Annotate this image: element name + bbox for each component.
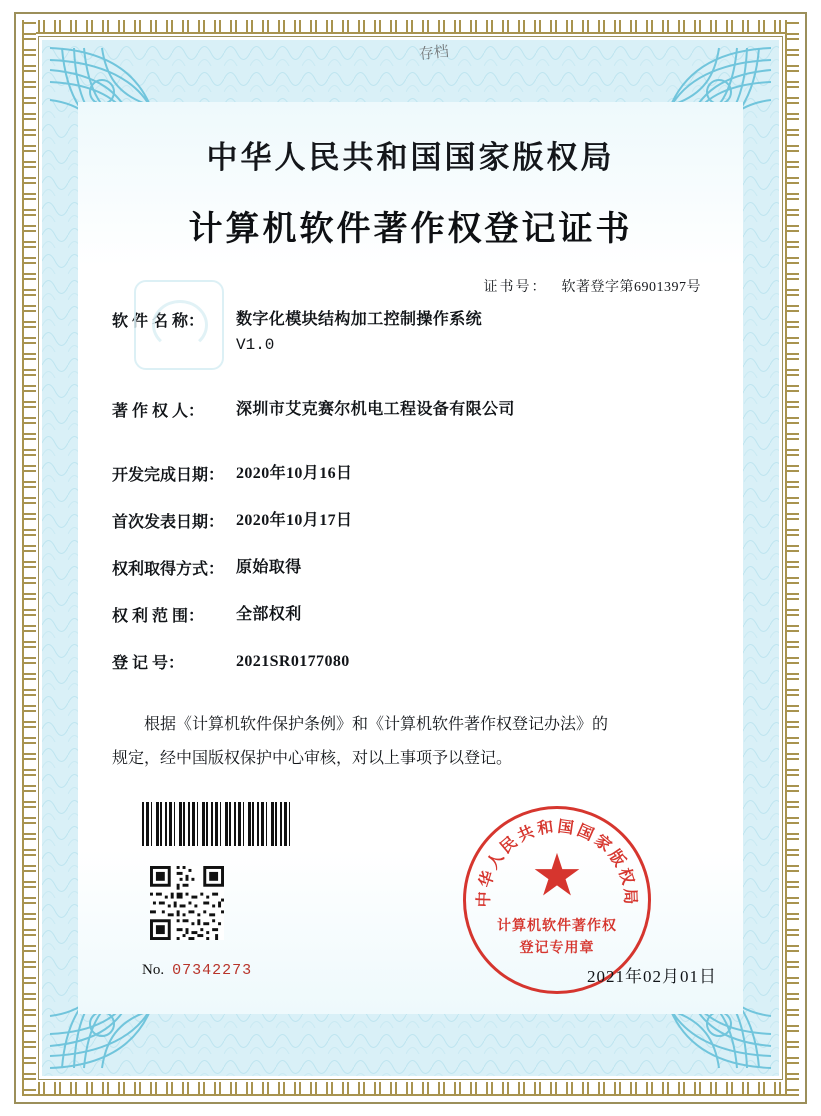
issue-date: 2021年02月01日 (587, 966, 717, 986)
field-label: 开发完成日期： (112, 467, 225, 485)
field-label: 登 记 号： (112, 654, 185, 672)
seal-star-icon: ★ (532, 849, 582, 903)
certificate-number-value: 软著登字第6901397号 (561, 280, 701, 295)
legal-statement (42, 708, 779, 775)
emblem-watermark-icon (134, 280, 224, 370)
serial-value: 07342273 (172, 961, 253, 979)
field-row-development-date (112, 462, 719, 487)
certificate-number-label: 证书号： (483, 280, 548, 295)
footer-area (42, 794, 779, 1009)
qr-code-icon (150, 866, 224, 940)
field-value: 原始取得 (236, 558, 302, 576)
field-label: 著 作 权 人： (112, 402, 205, 420)
field-row-publish-date (112, 509, 719, 534)
field-row-acquisition-method (112, 556, 719, 581)
field-value: 2020年10月17日 (236, 512, 353, 530)
field-value: 全部权利 (236, 605, 302, 623)
issuer-title: 中华人民共和国国家版权局 (206, 140, 615, 175)
field-label: 权 利 范 围： (112, 607, 205, 625)
field-label: 软 件 名 称： (112, 313, 205, 330)
software-name-value: 数字化模块结构加工控制操作系统 (236, 311, 483, 328)
certificate-title: 计算机软件著作权登记证书 (188, 211, 633, 248)
certificate-content (42, 40, 779, 1076)
statement-line-2: 规定，经中国版权保护中心审核，对以上事项予以登记。 (112, 749, 513, 767)
field-row-copyright-owner (112, 398, 719, 423)
field-value: 2020年10月16日 (236, 465, 353, 483)
greek-key-band-right (785, 20, 799, 1096)
svg-text:中华人民共和国国家版权局: 中华人民共和国国家版权局 (475, 818, 639, 908)
field-label: 首次发表日期： (112, 514, 225, 532)
field-value: 深圳市艾克赛尔机电工程设备有限公司 (236, 400, 515, 418)
field-value (236, 308, 719, 358)
field-row-rights-scope (112, 603, 719, 628)
greek-key-band-bottom (22, 1082, 799, 1096)
greek-key-band-left (22, 20, 36, 1096)
barcode-icon (142, 802, 290, 846)
field-row-registration-number (112, 650, 719, 675)
serial-label: No. (142, 961, 165, 978)
software-version-value: V1.0 (236, 335, 275, 354)
field-label: 权利取得方式： (112, 560, 225, 578)
serial-number (142, 962, 252, 979)
handwritten-note: 存档 (418, 44, 450, 64)
seal-text-line-1: 计算机软件著作权 (497, 918, 617, 934)
greek-key-band-top (22, 20, 799, 34)
field-value: 2021SR0177080 (236, 652, 350, 670)
statement-line-1: 根据《计算机软件保护条例》和《计算机软件著作权登记办法》的 (144, 716, 609, 734)
seal-text-line-2: 登记专用章 (519, 940, 595, 956)
